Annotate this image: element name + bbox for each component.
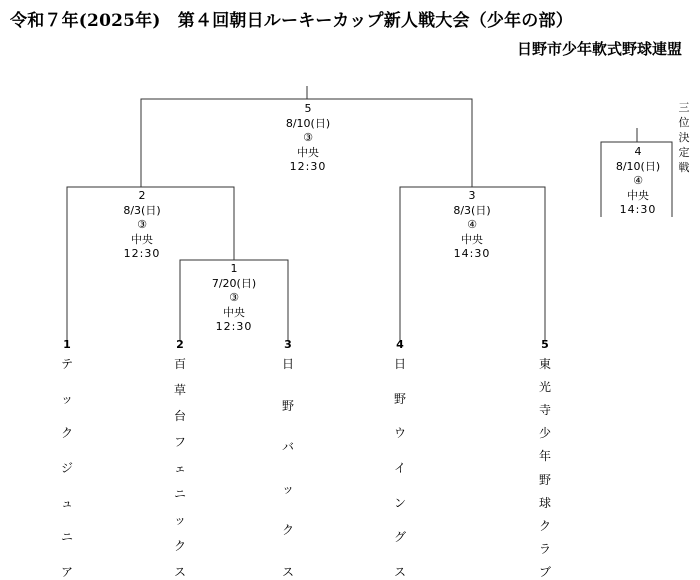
team-name-char: テ [60, 357, 73, 371]
team-name-char: ク [281, 523, 294, 538]
match-time: 12:30 [215, 320, 253, 333]
team-name-char: ス [281, 565, 294, 579]
match-date: 8/10(日) [285, 116, 331, 130]
team-name-char: ン [393, 495, 406, 510]
team-name-char: 野 [281, 398, 294, 413]
match-field: ③ [303, 131, 313, 144]
team-name-char: 野 [393, 391, 406, 406]
match-date: 7/20(日) [211, 276, 257, 290]
team-name-char: 少 [538, 426, 551, 441]
match-field: ④ [467, 218, 477, 231]
match-date: 8/3(日) [123, 203, 161, 217]
match-venue: 中央 [131, 232, 153, 246]
match-field: ③ [229, 291, 239, 304]
match-date: 8/10(日) [615, 159, 661, 173]
third-place-char: 位 [678, 116, 690, 129]
third-place-char: 三 [678, 101, 690, 114]
match-5-info [268, 102, 348, 175]
team-name-char: 東 [538, 357, 551, 371]
match-venue: 中央 [223, 305, 245, 319]
team-name-char: ェ [173, 461, 186, 475]
match-date: 8/3(日) [453, 203, 491, 217]
team-name-char: フ [173, 435, 186, 449]
team-name-char: ブ [538, 565, 551, 579]
match-number: 2 [138, 189, 146, 202]
team-name-char: バ [281, 440, 294, 455]
team-name [57, 356, 77, 580]
team-name-char: 球 [538, 495, 551, 510]
match-venue: 中央 [627, 188, 649, 202]
match-3-info [432, 189, 512, 262]
team-seed: 5 [541, 338, 549, 351]
match-time: 14:30 [453, 247, 491, 260]
match-field: ③ [137, 218, 147, 231]
team-name-char: 野 [538, 472, 551, 487]
team-name-char: ラ [538, 541, 551, 556]
team-name-char: 光 [538, 380, 551, 395]
team-name-char: ク [173, 539, 186, 553]
match-number: 1 [230, 262, 238, 275]
match-field: ④ [633, 174, 643, 187]
organizer-name: 日野市少年軟式野球連盟 [516, 40, 682, 58]
team-name-char: 台 [173, 409, 186, 423]
third-place-char: 定 [678, 146, 690, 159]
page-title: 令和７年(2025年) 第４回朝日ルーキーカップ新人戦大会（少年の部） [10, 11, 573, 31]
team-seed: 2 [176, 338, 184, 351]
team-name-char: イ [393, 461, 406, 475]
team-name-char: ク [60, 426, 73, 441]
match-venue: 中央 [297, 145, 319, 159]
team-name [535, 356, 555, 580]
match-number: 4 [634, 145, 642, 158]
team-name-char: ア [60, 565, 73, 579]
team-name-char: ジ [60, 461, 73, 475]
match-number: 5 [304, 102, 312, 115]
team-name-char: 日 [281, 357, 294, 371]
team-name-char: 草 [173, 383, 186, 397]
team-name-char: ッ [173, 513, 186, 527]
match-venue: 中央 [461, 232, 483, 246]
team-name-char: ス [393, 565, 406, 579]
match-2-info [102, 189, 182, 262]
match-number: 3 [468, 189, 476, 202]
match-time: 12:30 [289, 160, 327, 173]
team-name-char: ッ [281, 481, 294, 496]
third-place-char: 戦 [678, 161, 690, 174]
team-seed: 3 [284, 338, 292, 351]
team-name-char: 百 [173, 357, 186, 371]
team-name-char: 年 [538, 449, 551, 464]
third-place-char: 決 [678, 131, 690, 144]
team-name [390, 356, 410, 580]
team-name-char: ウ [393, 426, 406, 441]
team-name-char: 日 [393, 357, 406, 371]
team-name-char: ッ [60, 391, 73, 406]
team-name-char: ニ [173, 487, 186, 501]
team-name [170, 356, 190, 580]
team-name-char: ス [173, 565, 186, 579]
match-time: 14:30 [619, 203, 657, 216]
third-place-label [677, 100, 691, 175]
team-name-char: ュ [60, 495, 73, 510]
team-name-char: ニ [60, 530, 73, 545]
team-name-char: ク [538, 518, 551, 533]
team-name-char: 寺 [538, 403, 551, 418]
team-name-char: グ [393, 530, 406, 545]
match-time: 12:30 [123, 247, 161, 260]
match-1-info [194, 262, 274, 335]
team-seed: 4 [396, 338, 404, 351]
match-4-info [598, 145, 678, 218]
team-name [278, 356, 298, 580]
team-seed: 1 [63, 338, 71, 351]
